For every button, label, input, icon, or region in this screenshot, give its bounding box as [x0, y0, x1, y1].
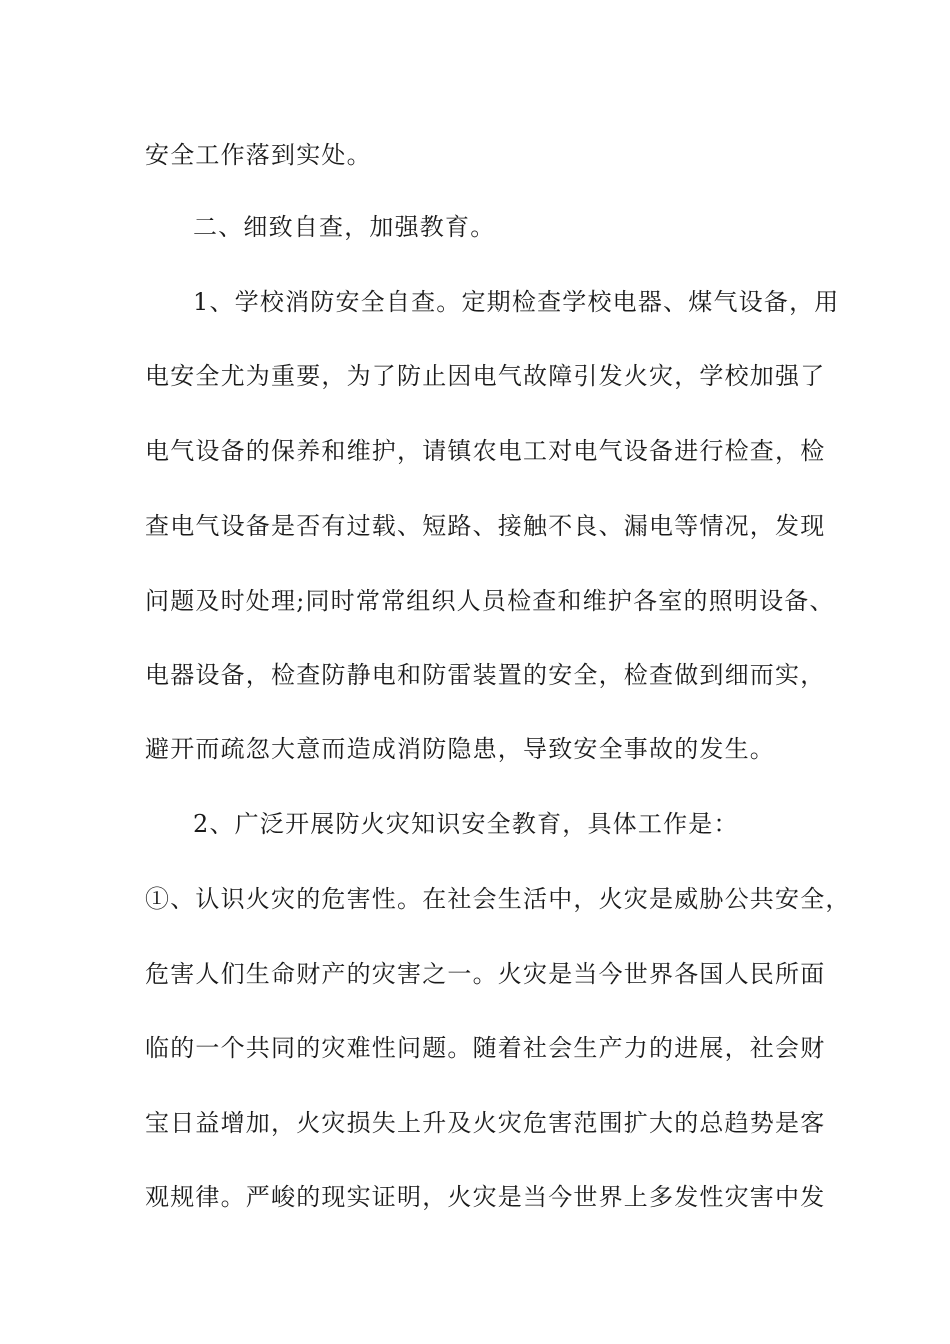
- text-line: 避开而疏忽大意而造成消防隐患，导致安全事故的发生。: [145, 735, 775, 763]
- text-line: 危害人们生命财产的灾害之一。火灾是当今世界各国人民所面: [145, 960, 826, 988]
- text-line: 查电气设备是否有过载、短路、接触不良、漏电等情况，发现: [145, 512, 826, 540]
- text-line: 宝日益增加，火灾损失上升及火灾危害范围扩大的总趋势是客: [145, 1109, 826, 1137]
- text-line: 问题及时处理;同时常常组织人员检查和维护各室的照明设备、: [145, 587, 835, 615]
- text-line: 临的一个共同的灾难性问题。随着社会生产力的进展，社会财: [145, 1034, 826, 1062]
- paragraph-start: 2、广泛开展防火灾知识安全教育，具体工作是：: [193, 810, 739, 838]
- section-heading: 二、细致自查，加强教育。: [193, 213, 496, 241]
- text-line: 电器设备，检查防静电和防雷装置的安全，检查做到细而实，: [145, 661, 826, 689]
- paragraph-start: 1、学校消防安全自查。定期检查学校电器、煤气设备，用: [193, 288, 840, 316]
- text-line: 安全工作落到实处。: [145, 141, 372, 169]
- list-item-start: ①、认识火灾的危害性。在社会生活中，火灾是威胁公共安全，: [145, 885, 851, 913]
- text-line: 电气设备的保养和维护，请镇农电工对电气设备进行检查，检: [145, 437, 826, 465]
- text-line: 观规律。严峻的现实证明，火灾是当今世界上多发性灾害中发: [145, 1183, 826, 1211]
- text-line: 电安全尤为重要，为了防止因电气故障引发火灾，学校加强了: [145, 362, 826, 390]
